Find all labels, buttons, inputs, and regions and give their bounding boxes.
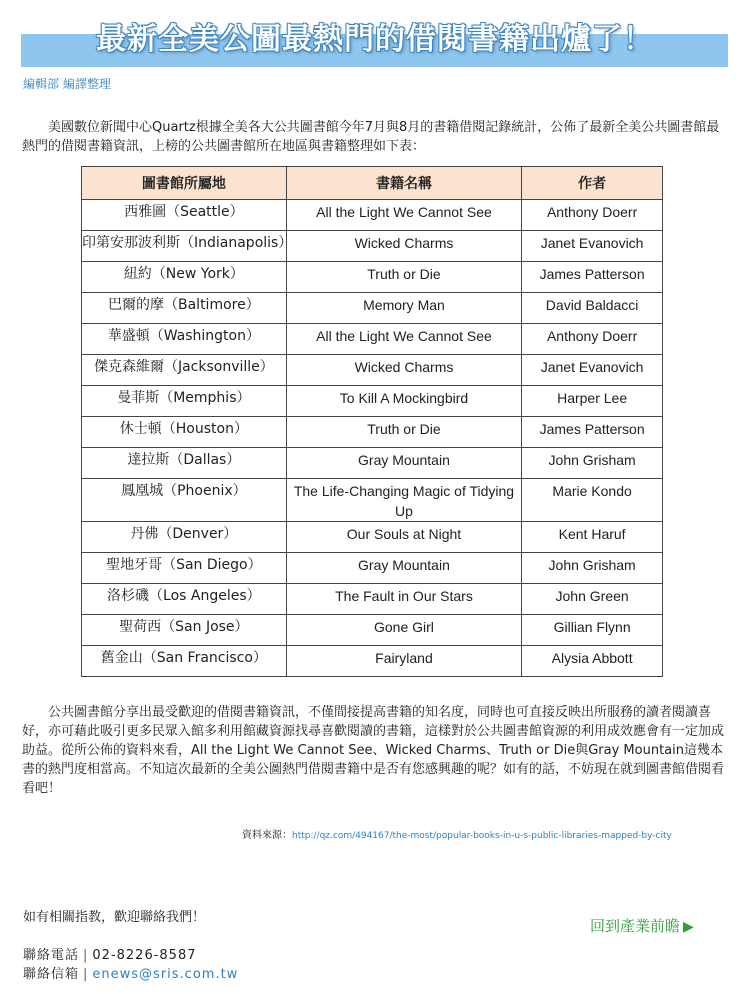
divider: |	[83, 967, 89, 982]
intro-paragraph: 美國數位新聞中心Quartz根據全美各大公共圖書館今年7月與8月的書籍借閱記錄統計，公佈了最新全美公共圖書館最熱門的借閱書籍資訊，上榜的公共圖書館所在地區與書籍整理如下表：	[22, 120, 720, 154]
author-cell: Marie Kondo	[522, 479, 663, 522]
book-cell: Gray Mountain	[286, 553, 522, 584]
book-cell: The Fault in Our Stars	[286, 584, 522, 615]
source-label: 資料來源：	[242, 830, 292, 841]
book-cell: Our Souls at Night	[286, 522, 522, 553]
city-cell: 聖荷西（San Jose）	[82, 615, 287, 646]
city-cell: 鳳凰城（Phoenix）	[82, 479, 287, 522]
table-row	[82, 386, 663, 417]
author-cell: Anthony Doerr	[522, 324, 663, 355]
books-table	[81, 166, 663, 677]
city-cell: 華盛頓（Washington）	[82, 324, 287, 355]
author-cell: David Baldacci	[522, 293, 663, 324]
table-row	[82, 417, 663, 448]
table-header-row	[82, 167, 663, 200]
author-cell: James Patterson	[522, 417, 663, 448]
author-cell: John Grisham	[522, 448, 663, 479]
book-cell: Memory Man	[286, 293, 522, 324]
author-cell: John Green	[522, 584, 663, 615]
contact-email	[23, 963, 238, 982]
author-cell: Kent Haruf	[522, 522, 663, 553]
table-row	[82, 231, 663, 262]
author-cell: Janet Evanovich	[522, 231, 663, 262]
book-cell: Truth or Die	[286, 417, 522, 448]
author-cell: Anthony Doerr	[522, 200, 663, 231]
city-cell: 印第安那波利斯（Indianapolis）	[82, 231, 287, 262]
source-link[interactable]: http://qz.com/494167/the-most/popular-books-in-u-s-public-libraries-mapped-by-city	[292, 831, 672, 841]
table-row	[82, 584, 663, 615]
back-to-industry-link[interactable]	[590, 915, 694, 936]
city-cell: 西雅圖（Seattle）	[82, 200, 287, 231]
book-cell: Wicked Charms	[286, 231, 522, 262]
table-row	[82, 324, 663, 355]
book-cell: All the Light We Cannot See	[286, 324, 522, 355]
table-row	[82, 553, 663, 584]
book-cell: Wicked Charms	[286, 355, 522, 386]
column-header: 作者	[522, 167, 663, 200]
page-title: 最新全美公圖最熱門的借閱書籍出爐了！	[96, 22, 654, 57]
byline: 編輯部 編譯整理	[23, 77, 111, 91]
author-cell: Janet Evanovich	[522, 355, 663, 386]
contact-prompt: 如有相關指教，歡迎聯絡我們！	[23, 910, 206, 925]
book-cell: To Kill A Mockingbird	[286, 386, 522, 417]
table-row	[82, 646, 663, 677]
back-link-label: 回到產業前瞻	[590, 917, 681, 935]
author-cell: Gillian Flynn	[522, 615, 663, 646]
conclusion-paragraph: 公共圖書館分享出最受歡迎的借閱書籍資訊，不僅間接提高書籍的知名度，同時也可直接反映出所服務的讀者閱讀喜好，亦可藉此吸引更多民眾入館多利用館藏資源找尋喜歡閱讀的書籍，這樣對於公共圖書館資源的利用成效應會有一定加成助益。從所公佈的資料來看，All the Light We Cannot See、Wicked Charms、Truth or Die與Gray Mountain這幾本書的熱門度相當高。不知這次最新的全美公圖熱門借閱書籍中是否有您感興趣的呢？如有的話，不妨現在就到圖書館借閱看看吧！	[22, 705, 725, 796]
table-row	[82, 615, 663, 646]
divider: |	[83, 948, 89, 963]
table-row	[82, 479, 663, 522]
book-cell: The Life-Changing Magic of Tidying Up	[286, 479, 522, 522]
book-cell: All the Light We Cannot See	[286, 200, 522, 231]
author-cell: Alysia Abbott	[522, 646, 663, 677]
phone-number: 02-8226-8587	[92, 948, 197, 963]
city-cell: 丹佛（Denver）	[82, 522, 287, 553]
table-row	[82, 293, 663, 324]
table-row	[82, 355, 663, 386]
phone-label: 聯絡電話	[23, 948, 80, 963]
author-cell: Harper Lee	[522, 386, 663, 417]
book-cell: Fairyland	[286, 646, 522, 677]
city-cell: 洛杉磯（Los Angeles）	[82, 584, 287, 615]
city-cell: 曼菲斯（Memphis）	[82, 386, 287, 417]
city-cell: 休士頓（Houston）	[82, 417, 287, 448]
column-header: 圖書館所屬地	[82, 167, 287, 200]
email-label: 聯絡信箱	[23, 967, 80, 982]
city-cell: 傑克森維爾（Jacksonville）	[82, 355, 287, 386]
table-row	[82, 262, 663, 293]
column-header: 書籍名稱	[286, 167, 522, 200]
city-cell: 達拉斯（Dallas）	[82, 448, 287, 479]
book-cell: Gone Girl	[286, 615, 522, 646]
table-row	[82, 522, 663, 553]
email-link[interactable]: enews@sris.com.tw	[92, 967, 239, 982]
play-triangle-icon: ▶	[683, 919, 694, 935]
contact-phone	[23, 944, 197, 963]
book-cell: Truth or Die	[286, 262, 522, 293]
city-cell: 紐約（New York）	[82, 262, 287, 293]
table-row	[82, 448, 663, 479]
author-cell: James Patterson	[522, 262, 663, 293]
table-row	[82, 200, 663, 231]
city-cell: 舊金山（San Francisco）	[82, 646, 287, 677]
city-cell: 聖地牙哥（San Diego）	[82, 553, 287, 584]
author-cell: John Grisham	[522, 553, 663, 584]
source-citation	[242, 826, 672, 841]
book-cell: Gray Mountain	[286, 448, 522, 479]
city-cell: 巴爾的摩（Baltimore）	[82, 293, 287, 324]
